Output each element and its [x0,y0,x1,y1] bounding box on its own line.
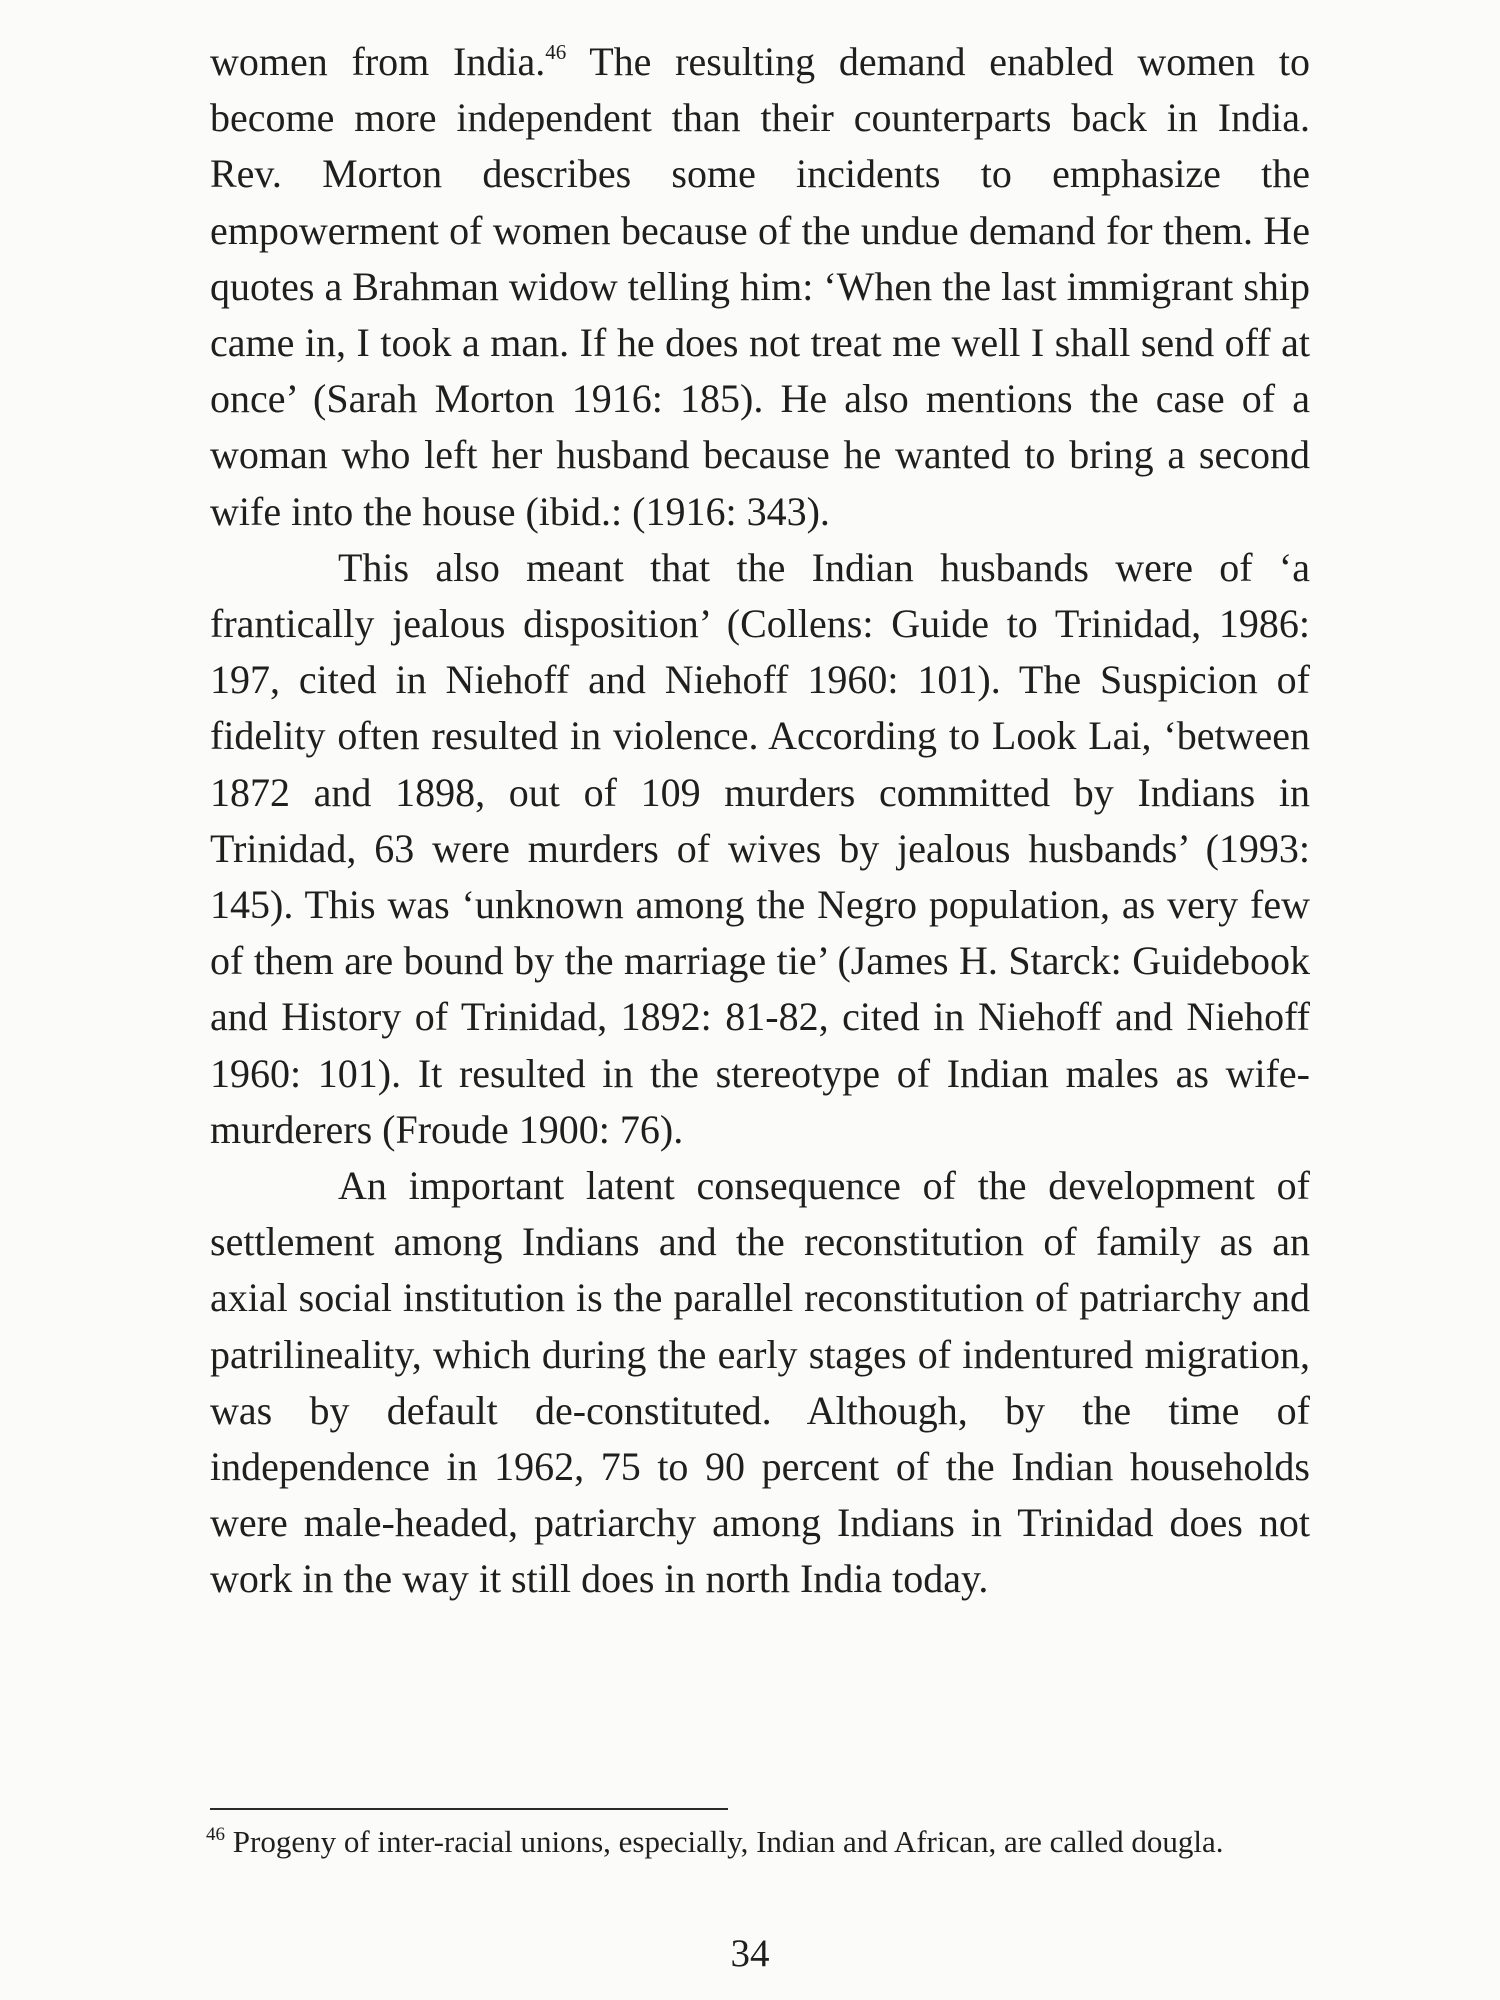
footnote-divider [210,1808,728,1810]
page-number: 34 [730,1932,770,1975]
paragraph-2: This also meant that the Indian husbands were of ‘a frantically jealous disposition’ (Collens: Guide to Trinidad, 1986: 197, cited in Niehoff and Niehoff 1960: 101). The Suspicion of fidelity often resulted in violence. According to Look Lai, ‘between 1872 and 1898, out of 109 murders committed by Indians in Trinidad, 63 were murders of wives by jealous husbands’ (1993: 145). This was ‘unknown among the Negro population, as very few of them are bound by the marriage tie’ (James H. Starck: Guidebook and History of Trinidad, 1892: 81-82, cited in Niehoff and Niehoff 1960: 101). It resulted in the stereotype of Indian males as wife-murderers (Froude 1900: 76). [210,544,1310,1152]
footnote-reference-46: 46 [545,40,567,64]
paragraph-1 [210,34,1310,540]
paragraph-1-body: The resulting demand enabled women to become more independent than their counterparts back in India. Rev. Morton describes some incidents to emphasize the empowerment of women because of the undue demand for them. He quotes a Brahman widow telling him: ‘When the last immigrant ship came in, I took a man. If he does not treat me well I shall send off at once’ (Sarah Morton 1916: 185). He also mentions the case of a woman who left her husband because he wanted to bring a second wife into the house (ibid.: (1916: 343). [210,39,1310,534]
page-body [210,34,1310,1608]
footnote-marker: 46 [206,1824,225,1845]
paragraph-1-lead: women from India. [210,39,546,84]
paragraph-3: An important latent consequence of the development of settlement among Indians and the reconstitution of family as an axial social institution is the parallel reconstitution of patriarchy and patrilineality, which during the early stages of indentured migration, was by default de-constituted. Although, by the time of independence in 1962, 75 to 90 percent of the Indian households were male-headed, patriarchy among Indians in Trinidad does not work in the way it still does in north India today. [210,1163,1310,1602]
footnote-46 [206,1822,1316,1862]
footnote-text: Progeny of inter-racial unions, especially, Indian and African, are called dougla. [225,1824,1224,1859]
